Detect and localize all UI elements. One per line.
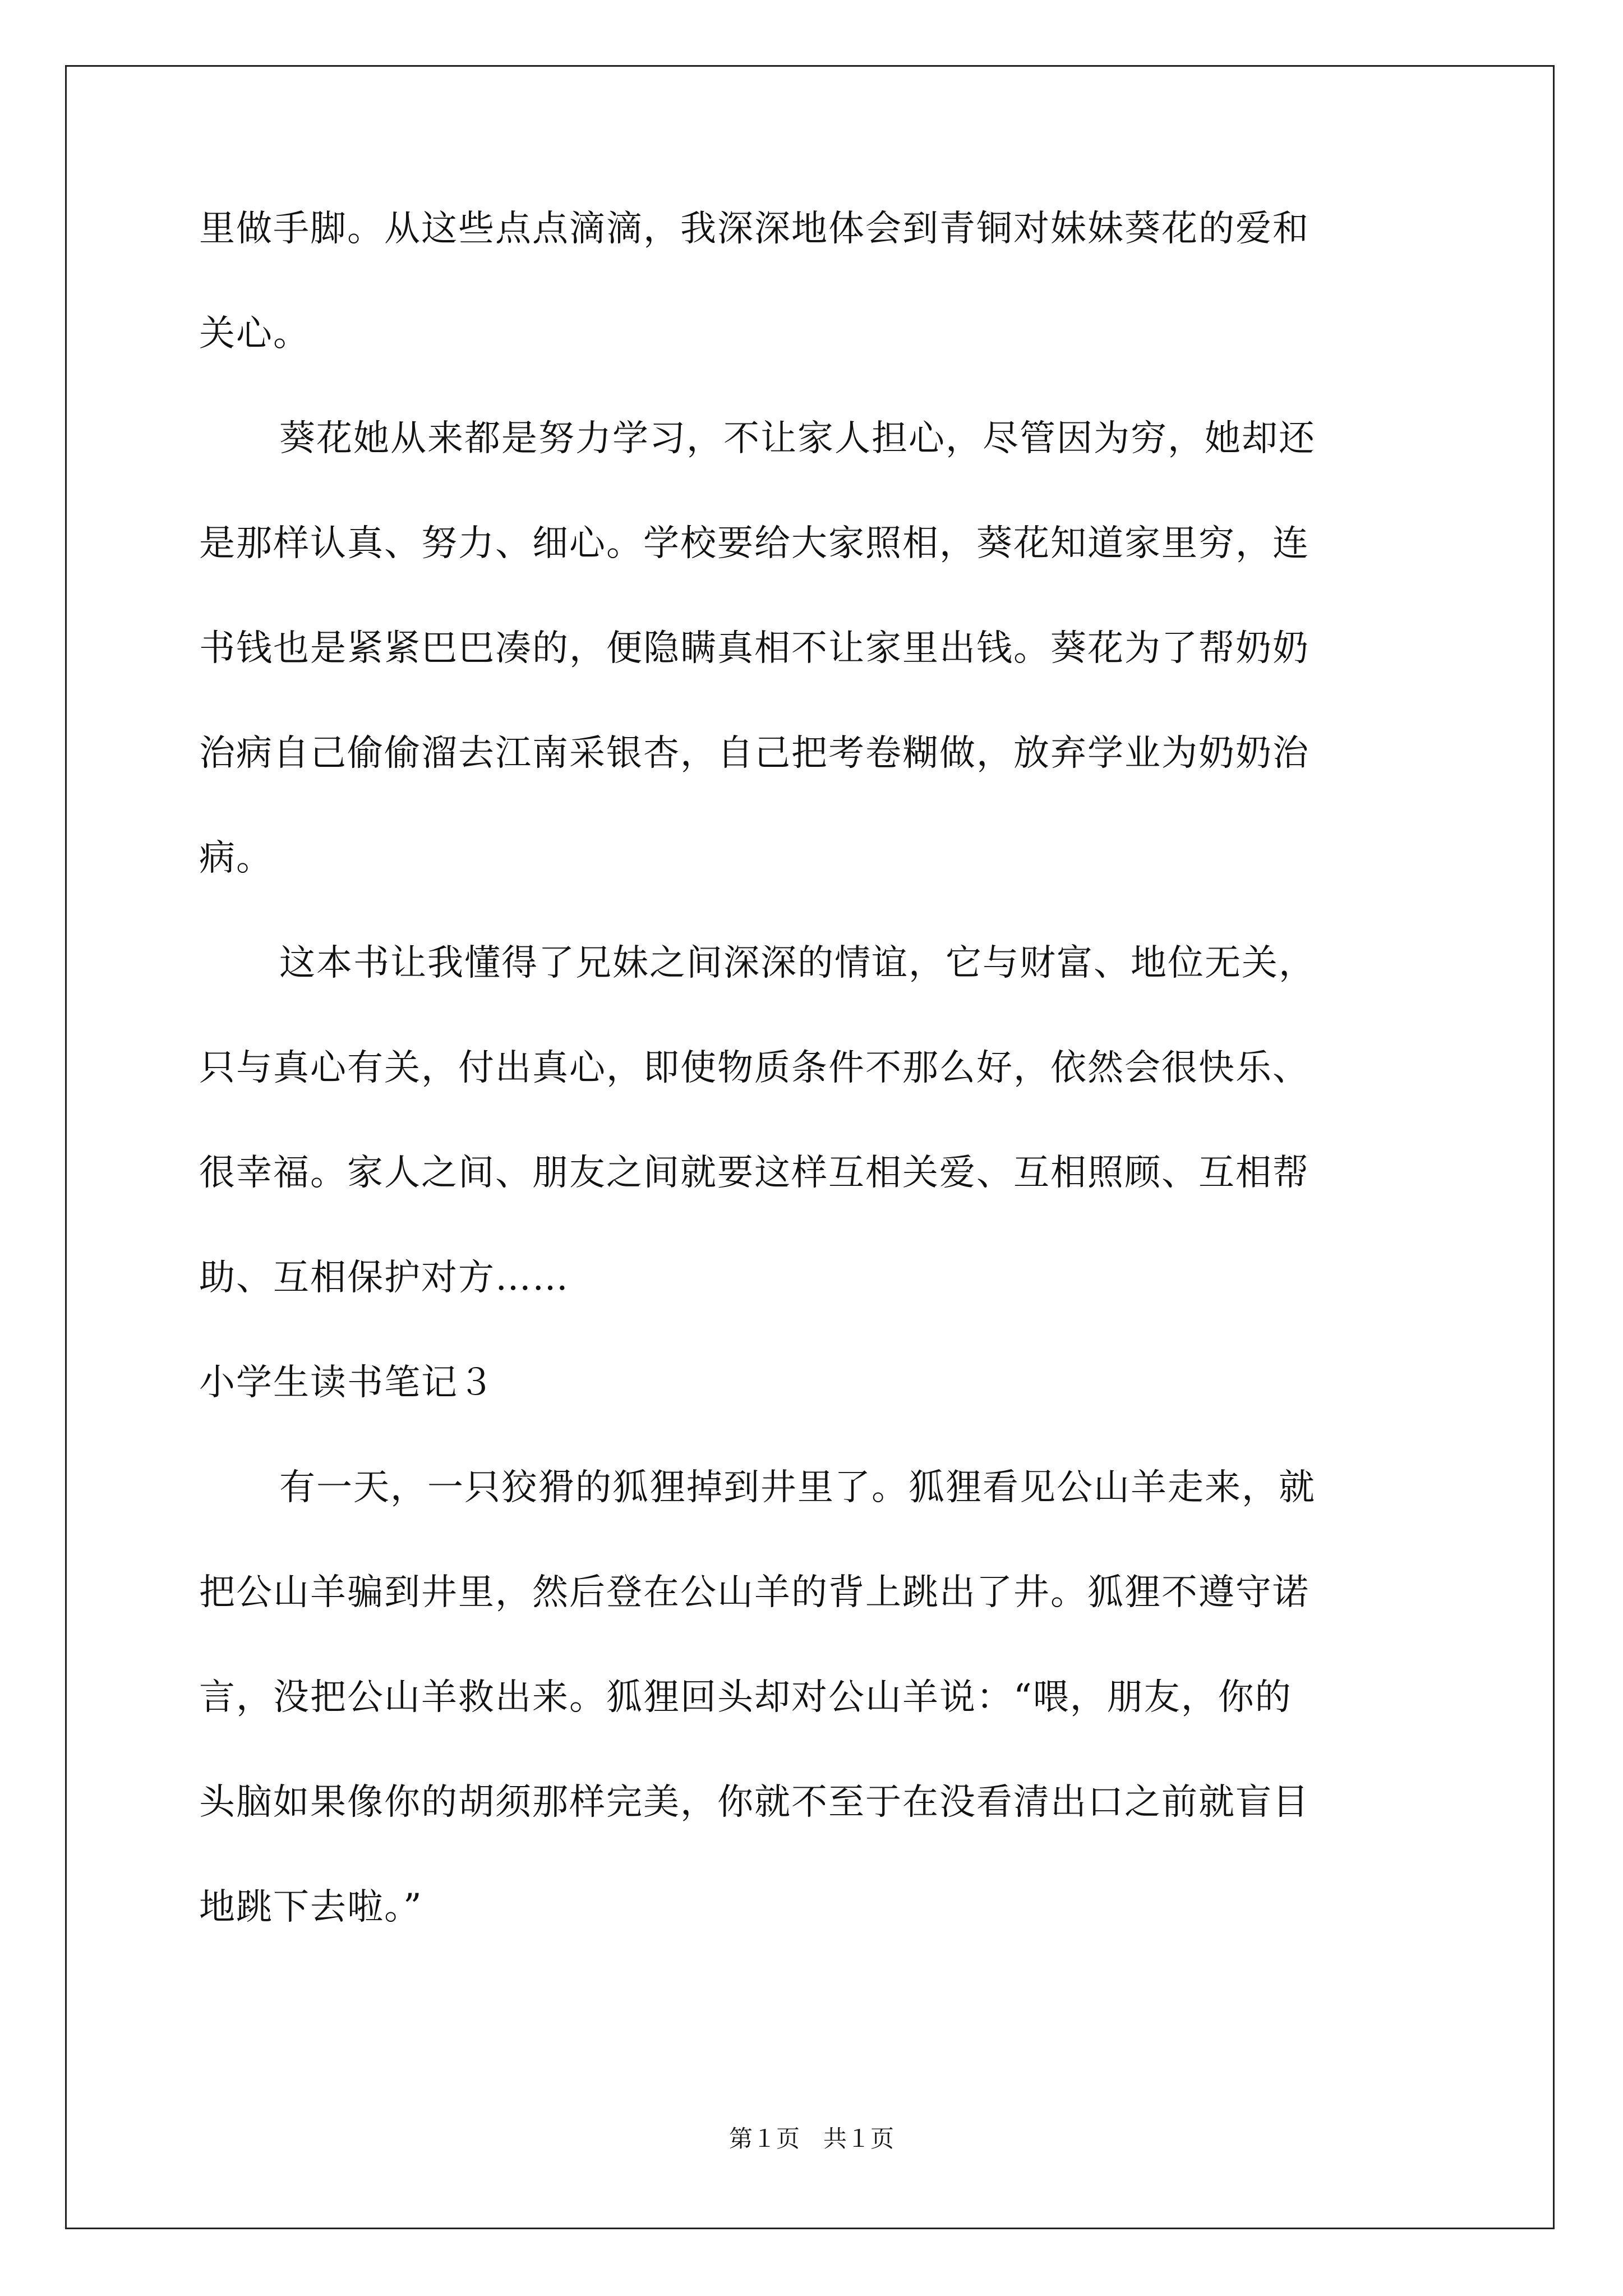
text-line: 很幸福。家人之间、朋友之间就要这样互相关爱、互相照顾、互相帮: [199, 1152, 1310, 1194]
text-line: 这本书让我懂得了兄妹之间深深的情谊，它与财富、地位无关，: [279, 942, 1316, 984]
text-line: 助、互相保护对方……: [199, 1257, 569, 1299]
text-line: 言，没把公山羊救出来。狐狸回头却对公山羊说：“喂，朋友，你的: [199, 1677, 1292, 1718]
text-line: 头脑如果像你的胡须那样完美，你就不至于在没看清出口之前就盲目: [199, 1782, 1310, 1823]
text-line: 治病自己偷偷溜去江南采银杏，自己把考卷糊做，放弃学业为奶奶治: [199, 733, 1310, 774]
text-line: 是那样认真、努力、细心。学校要给大家照相，葵花知道家里穷，连: [199, 523, 1310, 564]
paragraph-4: [199, 1461, 1433, 1934]
text-line: 葵花她从来都是努力学习，不让家人担心，尽管因为穷，她却还: [279, 418, 1316, 459]
text-line: 把公山羊骗到井里，然后登在公山羊的背上跳出了井。狐狸不遵守诺: [199, 1572, 1310, 1613]
text-line: 病。: [199, 838, 273, 879]
text-line: 有一天，一只狡猾的狐狸掉到井里了。狐狸看见公山羊走来，就: [279, 1467, 1316, 1508]
text-line: 书钱也是紧紧巴巴凑的，便隐瞒真相不让家里出钱。葵花为了帮奶奶: [199, 628, 1310, 669]
text-line: 里做手脚。从这些点点滴滴，我深深地体会到青铜对妹妹葵花的爱和: [199, 208, 1310, 250]
text-line: 地跳下去啦。”: [199, 1887, 423, 1928]
page-number-footer: 第１页 共１页: [728, 2125, 894, 2152]
text-line: 关心。: [199, 313, 310, 355]
paragraph-2: [199, 412, 1433, 885]
section-heading: 小学生读书笔记３: [199, 1362, 495, 1404]
text-line: 只与真心有关，付出真心，即使物质条件不那么好，依然会很快乐、: [199, 1047, 1310, 1089]
paragraph-3: [199, 936, 1433, 1305]
paragraph-1: [199, 202, 1433, 361]
document-body: [199, 202, 1433, 1985]
